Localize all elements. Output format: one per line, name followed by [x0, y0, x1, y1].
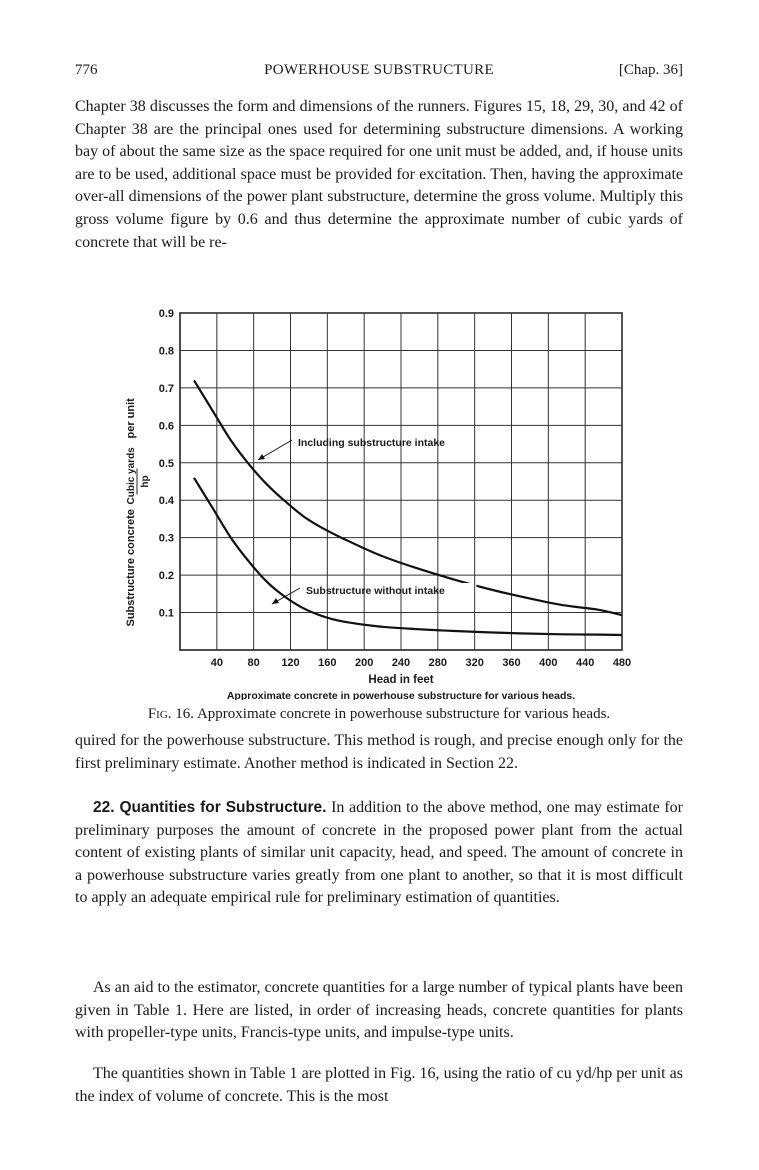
- y-tick-label: 0.9: [158, 308, 174, 320]
- paragraph-runners: Chapter 38 discusses the form and dimensions of the runners. Figures 15, 18, 29, 30, and 42 of Chapter 38 are the principal ones used for determining substructure dimensions. A working bay of about the same size as the space required for one unit must be added, and, if house units are to be used, additional space must be provided for excitation. Then, having the approximate over-all dimensions of the power plant substructure, determine the gross volume. Multiply this gross volume figure by 0.6 and thus determine the approximate number of cubic yards of concrete that will be re-: [75, 98, 683, 251]
- y-tick-label: 0.3: [158, 532, 174, 545]
- x-axis-label: Head in feet: [368, 674, 434, 686]
- annotation-without-intake: Substructure without intake: [306, 585, 445, 597]
- running-title: POWERHOUSE SUBSTRUCTURE: [264, 62, 494, 78]
- paragraph-estimator-aid: As an aid to the estimator, concrete quantities for a large number of typical plants have been given in Table 1. Here are listed, in order of increasing heads, concrete quantities for plants with propeller-type units, Francis-type units, and impulse-type units.: [75, 979, 683, 1042]
- x-tick-label: 200: [354, 657, 374, 669]
- x-tick-label: 400: [539, 657, 558, 669]
- y-tick-label: 0.2: [158, 570, 174, 583]
- chapter-label: [Chap. 36]: [618, 62, 683, 78]
- section-22-text: In addition to the above method, one may estimate for preliminary purposes the amount of concrete in the proposed power plant from the actual content of existing plants of similar unit capacity, head, and speed. The amount of concrete in a powerhouse substructure varies greatly from one plant to another, so that it is most difficult to apply an adequate empirical rule for preliminary estimation of quantities.: [75, 799, 683, 907]
- paragraph-table-plot: The quantities shown in Table 1 are plotted in Fig. 16, using the ratio of cu yd/hp per unit as the index of volume of concrete. This is the most: [75, 1065, 683, 1105]
- y-axis-label-denominator: hp: [140, 475, 151, 488]
- chart-inner-caption: Approximate concrete in powerhouse substructure for various heads.: [226, 690, 576, 700]
- series-line-including-intake: [194, 380, 622, 615]
- paragraph-section-22: [75, 797, 683, 910]
- x-tick-label: 320: [465, 657, 484, 669]
- figure-label: Fig. 16.: [147, 706, 195, 722]
- paragraph-continuation: quired for the powerhouse substructure. This method is rough, and precise enough only for the first preliminary estimate. Another method is indicated in Section 22.: [75, 732, 683, 772]
- y-tick-label: 0.5: [158, 457, 174, 470]
- y-tick-label: 0.4: [158, 495, 174, 508]
- x-tick-label: 120: [281, 657, 300, 669]
- x-tick-label: 160: [318, 657, 337, 669]
- x-tick-label: 480: [612, 657, 632, 669]
- y-axis-label-numerator: Cubic yards: [126, 447, 137, 505]
- x-tick-label: 440: [575, 657, 595, 669]
- y-tick-label: 0.7: [158, 382, 174, 395]
- series-line-without-intake: [194, 478, 622, 635]
- figure-caption: [75, 706, 683, 723]
- y-tick-label: 0.1: [158, 607, 174, 620]
- y-tick-label: 0.8: [158, 345, 174, 358]
- figure-caption-text: Approximate concrete in powerhouse substructure for various heads.: [196, 706, 611, 722]
- section-heading: 22. Quantities for Substructure.: [93, 799, 327, 816]
- annotation-including-intake: Including substructure intake: [298, 437, 446, 449]
- y-axis-label-main: Substructure concrete: [125, 509, 137, 627]
- x-tick-label: 280: [428, 657, 448, 669]
- x-tick-label: 360: [502, 657, 521, 669]
- x-tick-label: 80: [247, 657, 260, 669]
- y-axis-label-group: [125, 398, 151, 627]
- x-tick-label: 40: [210, 657, 223, 669]
- x-tick-label: 240: [391, 657, 411, 669]
- page-number: 776: [75, 62, 98, 78]
- y-tick-label: 0.6: [158, 420, 174, 433]
- y-axis-label-suffix: per unit: [125, 398, 137, 439]
